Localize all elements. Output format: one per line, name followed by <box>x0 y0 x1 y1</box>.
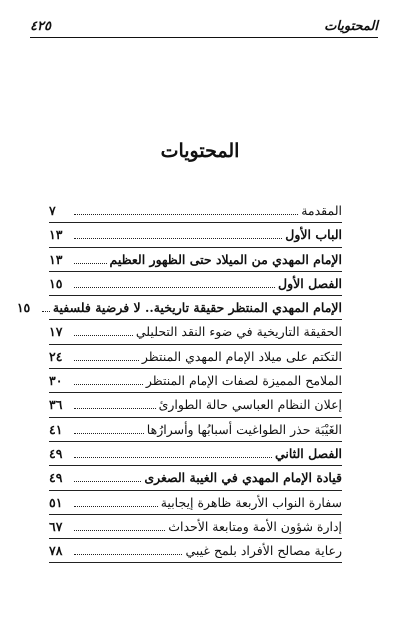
toc-entry-label: إعلان النظام العباسي حالة الطوارئ <box>158 397 342 413</box>
toc-entry-page: ٧٨ <box>49 543 63 559</box>
toc-entry-page: ١٣ <box>49 251 63 267</box>
toc-entry-label: الغَيْبَة حذر الطواغيت أسبابُها وأسرارُها <box>146 421 342 437</box>
dot-leader <box>74 287 275 288</box>
dot-leader <box>74 408 156 409</box>
toc-entry-page: ٣٠ <box>49 373 63 389</box>
toc-entry <box>49 515 342 539</box>
toc-title: المحتويات <box>160 140 240 162</box>
toc-entry <box>49 491 342 515</box>
toc-entry-page: ٢٤ <box>49 348 63 364</box>
toc-entry-label: قيادة الإمام المهدي في الغيبة الصغرى <box>144 470 342 486</box>
dot-leader <box>74 530 165 531</box>
toc-entry-label: الملامح المميزة لصفات الإمام المنتظر <box>145 373 342 389</box>
toc-entry <box>49 345 342 369</box>
running-title: المحتويات <box>324 19 378 34</box>
toc-entry <box>49 539 342 563</box>
toc-entry <box>49 223 342 247</box>
toc-list <box>16 199 342 563</box>
dot-leader <box>74 335 133 336</box>
toc-entry <box>49 320 342 344</box>
toc-entry-label: التكتم على ميلاد الإمام المهدي المنتظر <box>141 348 342 364</box>
dot-leader <box>74 506 158 507</box>
toc-entry-page: ٤٩ <box>49 470 63 486</box>
toc-entry <box>49 272 342 296</box>
toc-entry-label: الإمام المهدي من الميلاد حتى الظهور العظيم <box>109 251 342 267</box>
toc-entry-label: الإمام المهدي المنتظر حقيقة تاريخية.. لا فرضية فلسفية <box>52 300 342 316</box>
dot-leader <box>74 457 272 458</box>
toc-entry-label: إدارة شؤون الأمة ومتابعة الأحداث <box>168 518 342 534</box>
toc-entry-page: ١٥ <box>49 275 63 291</box>
dot-leader <box>74 360 139 361</box>
toc-entry-label: الفصل الثاني <box>274 445 342 461</box>
dot-leader <box>74 481 141 482</box>
dot-leader <box>74 238 282 239</box>
dot-leader <box>74 384 143 385</box>
dot-leader <box>74 263 107 264</box>
running-header <box>30 14 378 34</box>
header-rule <box>30 37 378 38</box>
toc-entry <box>49 393 342 417</box>
page-number: ٤٢٥ <box>30 19 51 34</box>
toc-entry <box>49 418 342 442</box>
dot-leader <box>74 554 182 555</box>
toc-entry <box>49 466 342 490</box>
toc-entry <box>49 248 342 272</box>
toc-entry-label: الحقيقة التاريخية في ضوء النقد التحليلي <box>135 324 342 340</box>
toc-entry-label: سفارة النواب الأربعة ظاهرة إيجابية <box>160 494 342 510</box>
dot-leader <box>42 311 50 312</box>
toc-entry-label: الفصل الأول <box>278 275 342 291</box>
toc-entry-page: ١٣ <box>49 227 63 243</box>
toc-entry-page: ٤٩ <box>49 445 63 461</box>
toc-entry-label: رعاية مصالح الأفراد بلمح غيبي <box>185 543 342 559</box>
toc-entry-page: ٣٦ <box>49 397 63 413</box>
toc-entry <box>49 199 342 223</box>
toc-entry-page: ٤١ <box>49 421 63 437</box>
toc-entry-page: ٦٧ <box>49 518 63 534</box>
toc-entry-label: الباب الأول <box>285 227 342 243</box>
toc-entry-page: ٧ <box>49 203 56 218</box>
toc-entry-page: ١٧ <box>49 324 63 340</box>
toc-entry <box>49 442 342 466</box>
toc-entry <box>49 369 342 393</box>
dot-leader <box>74 433 144 434</box>
dot-leader <box>74 214 298 215</box>
toc-entry-label: المقدمة <box>301 203 342 218</box>
toc-entry-page: ١٥ <box>16 300 31 316</box>
toc-entry <box>16 296 342 320</box>
toc-entry-page: ٥١ <box>49 494 63 510</box>
